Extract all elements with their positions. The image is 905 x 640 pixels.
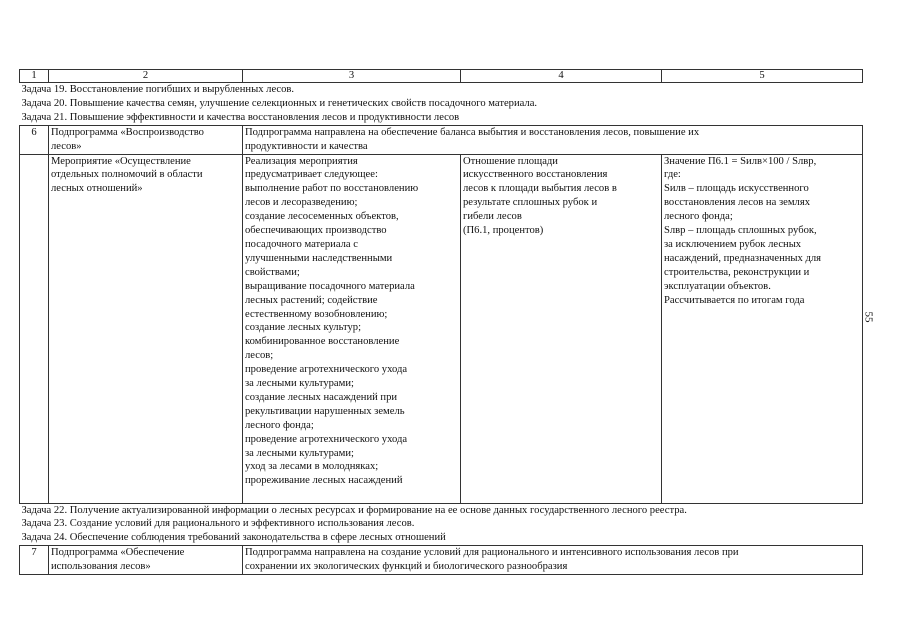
header-row xyxy=(20,70,863,83)
header-col-2: 2 xyxy=(49,70,243,83)
header-col-5: 5 xyxy=(662,70,863,83)
task-24: Задача 24. Обеспечение соблюдения требований законодательства в сфере лесных отношений xyxy=(20,531,863,545)
task-row xyxy=(20,503,863,517)
header-col-1: 1 xyxy=(20,70,49,83)
header-col-3: 3 xyxy=(243,70,461,83)
subprogram-6-row xyxy=(20,125,863,154)
subprogram-7-row xyxy=(20,546,863,575)
task-row xyxy=(20,517,863,531)
row-number-empty xyxy=(20,154,49,503)
task-23: Задача 23. Создание условий для рационального и эффективного использования лесов. xyxy=(21,518,415,530)
measure-implementation: Реализация мероприятия предусматривает следующее: выполнение работ по восстановлению лесов и лесоразведению; создание лесосеменных объектов, обеспечивающих производство посадочного материала с улучшенными наследственными свойствами; выращивание посадочного материала лесных растений; содействие естественному возобновлению; создание лесных культур; комбинированное восстановление лесов; проведение агротехнического ухода за лесными культурами; создание лесных насаждений при рекультивации нарушенных земель лесного фонда; проведение агротехнического ухода за лесными культурами; уход за лесами в молодняках; прореживание лесных насаждений xyxy=(243,154,461,503)
subprogram-description: Подпрограмма направлена на обеспечение баланса выбытия и восстановления лесов, повышение их продуктивности и качества xyxy=(243,125,863,154)
measure-indicator: Отношение площади искусственного восстановления лесов к площади выбытия лесов в результате сплошных рубок и гибели лесов (П6.1, процентов) xyxy=(461,154,662,503)
task-row xyxy=(20,111,863,125)
measure-name: Мероприятие «Осуществление отдельных полномочий в области лесных отношений» xyxy=(49,154,243,503)
subprogram-description: Подпрограмма направлена на создание условий для рационального и интенсивного использования лесов при сохранении их экологических функций и биологического разнообразия xyxy=(243,546,863,575)
header-col-4: 4 xyxy=(461,70,662,83)
task-row xyxy=(20,531,863,545)
task-19: Задача 19. Восстановление погибших и вырубленных лесов. xyxy=(20,83,863,97)
task-row xyxy=(20,97,863,111)
page-number: 55 xyxy=(862,311,875,323)
measure-formula: Значение П6.1 = Sилв×100 / Sлвр, где: Sилв – площадь искусственного восстановления лесов на землях лесного фонда; Sлвр – площадь сплошных рубок, за исключением рубок лесных насаждений, предназначенных для строительства, реконструкции и эксплуатации объектов. Рассчитывается по итогам года xyxy=(662,154,863,503)
subprogram-name: Подпрограмма «Обеспечение использования лесов» xyxy=(49,546,243,575)
task-21: Задача 21. Повышение эффективности и качества восстановления лесов и продуктивности лесов xyxy=(20,111,863,125)
task-22: Задача 22. Получение актуализированной информации о лесных ресурсах и формирование на ее основе данных государственного лесного реестра. xyxy=(20,503,863,517)
task-20: Задача 20. Повышение качества семян, улучшение селекционных и генетических свойств посадочного материала. xyxy=(21,97,538,109)
row-number: 7 xyxy=(20,546,49,575)
subprogram-name: Подпрограмма «Воспроизводство лесов» xyxy=(49,125,243,154)
row-number: 6 xyxy=(20,125,49,154)
program-table xyxy=(19,69,863,575)
task-row xyxy=(20,83,863,97)
measure-row xyxy=(20,154,863,503)
